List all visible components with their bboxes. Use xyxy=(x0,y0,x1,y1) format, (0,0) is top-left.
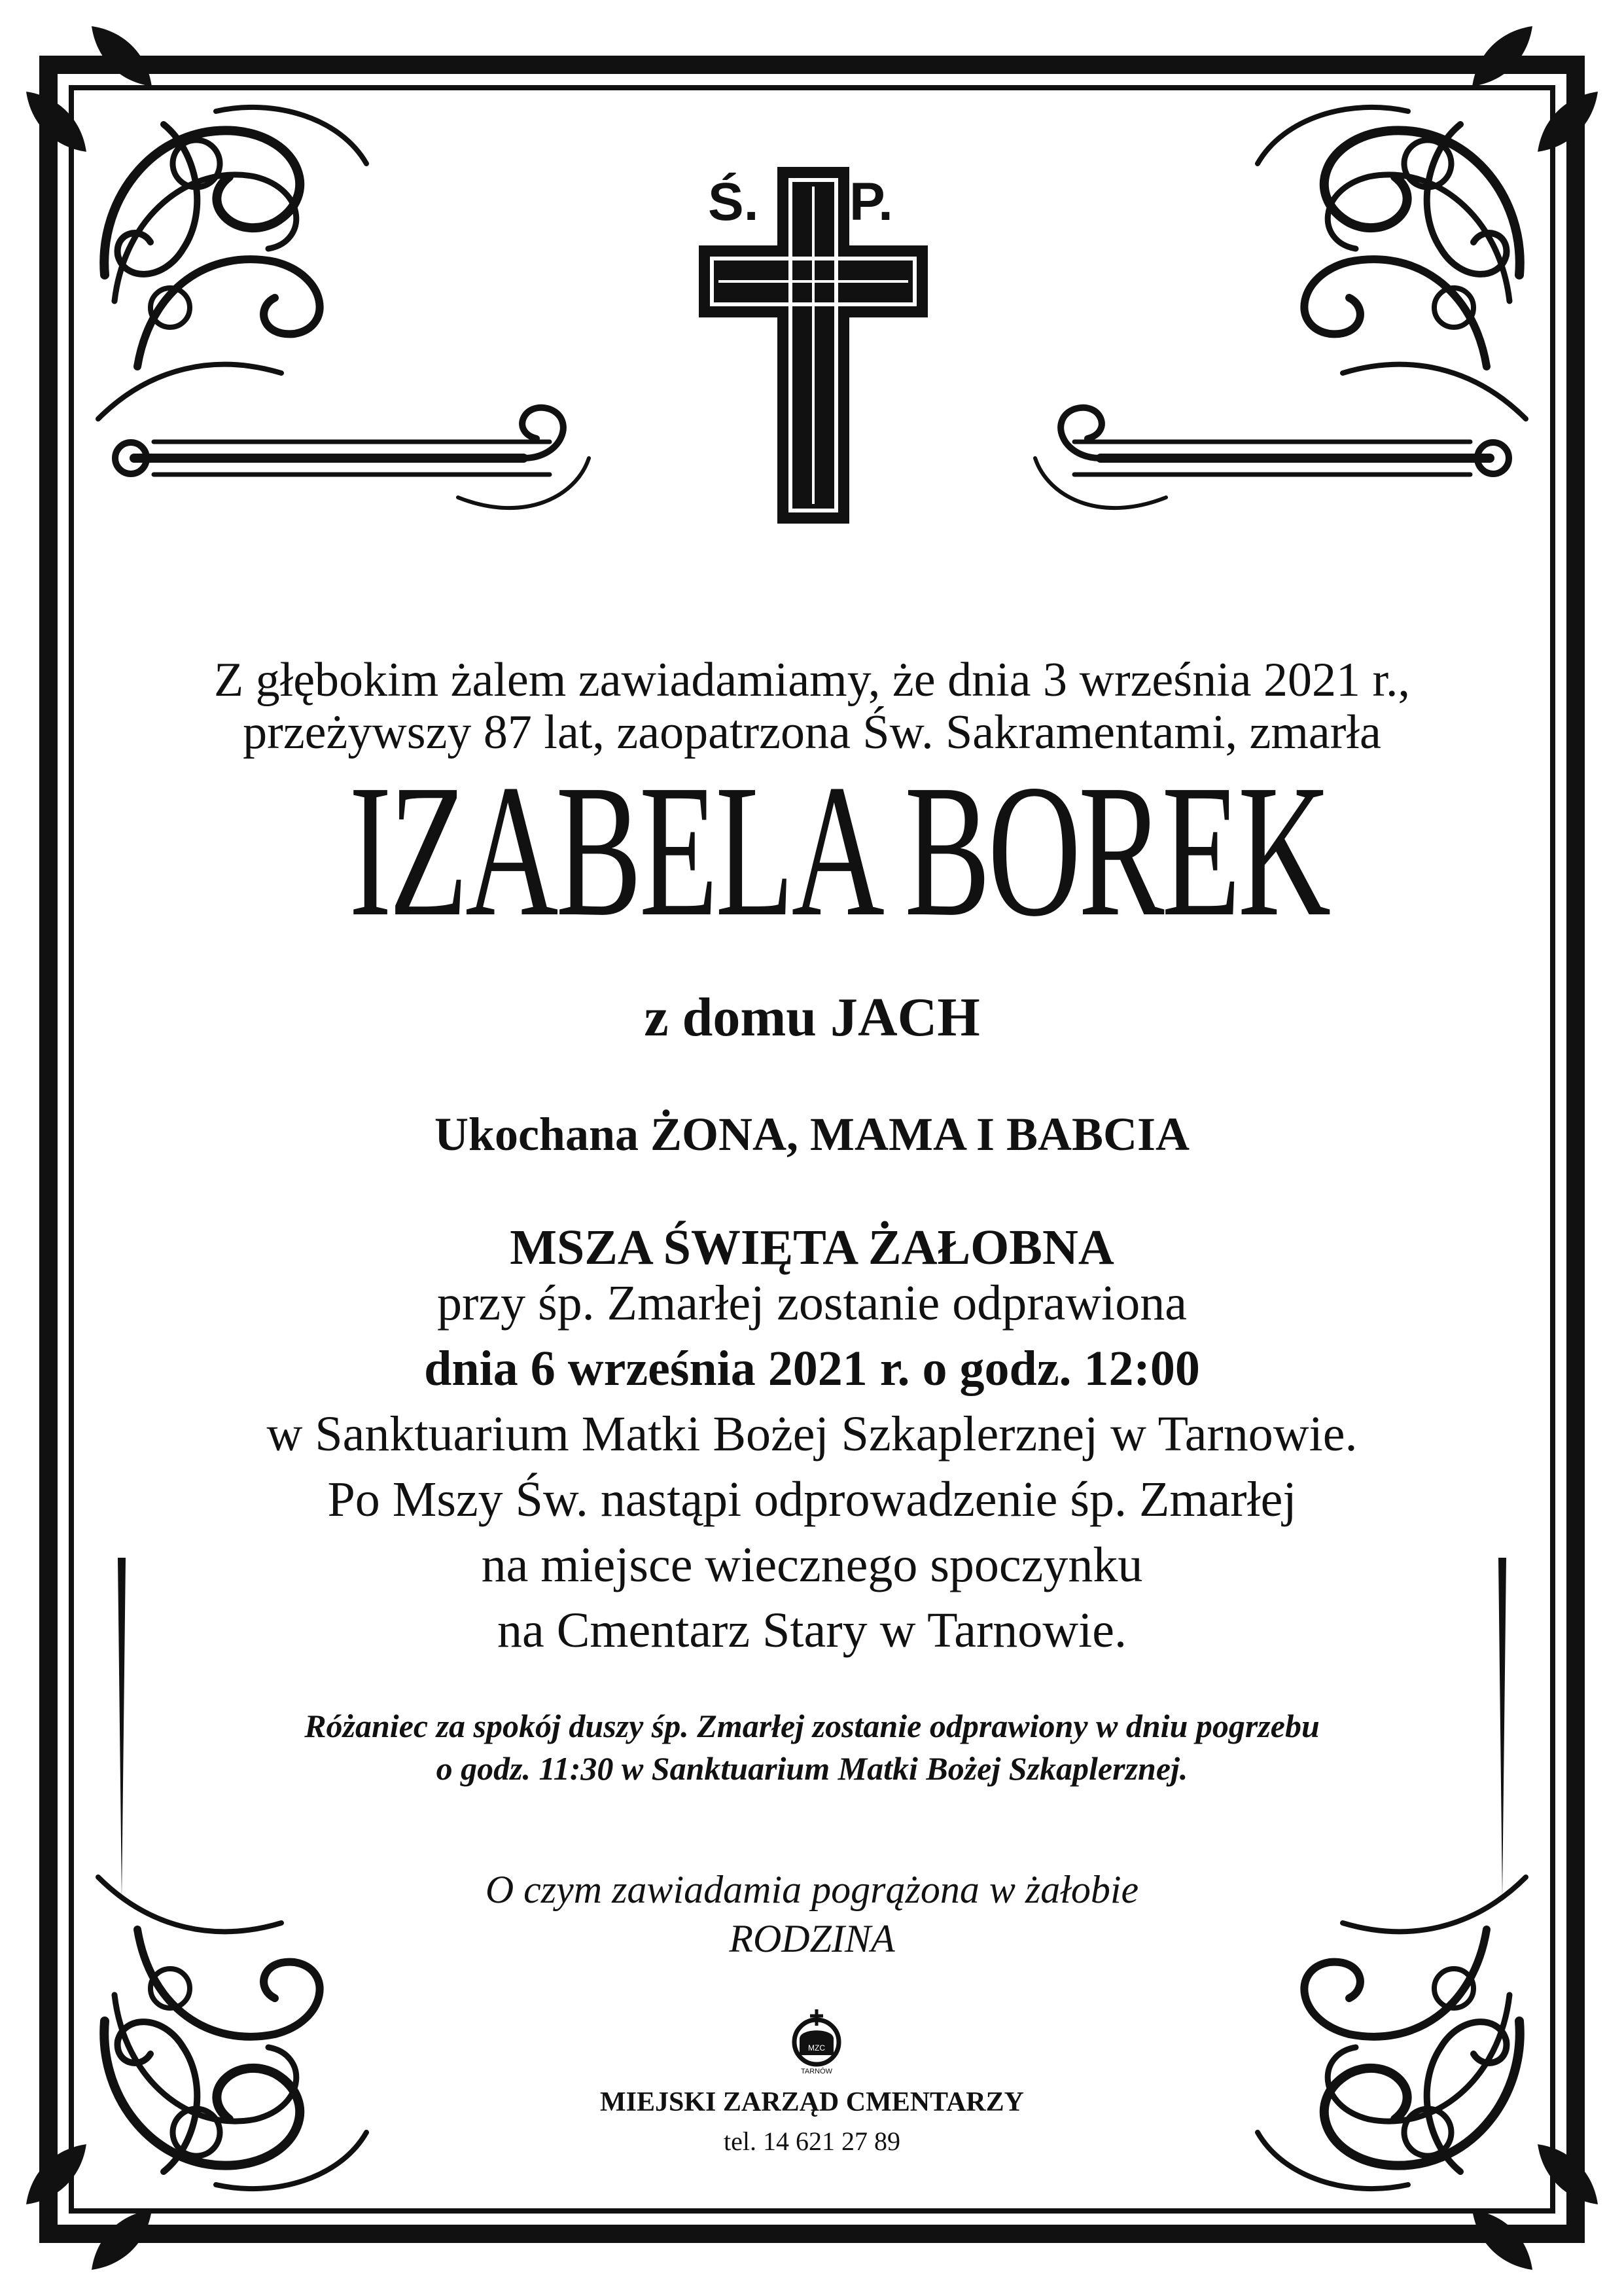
organization-phone: tel. 14 621 27 89 xyxy=(724,2126,900,2156)
beloved-line: Ukochana ŻONA, MAMA I BABCIA xyxy=(434,1108,1190,1160)
intro-text xyxy=(131,655,1493,759)
rosary-line-1: Różaniec za spokój duszy śp. Zmarłej zostanie odprawiony w dniu pogrzebu xyxy=(304,1708,1320,1744)
flourish-ornament-icon xyxy=(1258,107,1526,419)
flourish-ornament-icon xyxy=(98,107,366,419)
corner-leaf-icon xyxy=(1462,16,1608,162)
corner-leaf-icon xyxy=(16,16,162,162)
spike-ornament-icon xyxy=(118,1558,126,1898)
corner-leaf-icon xyxy=(16,2134,162,2280)
scroll-ornament-icon xyxy=(115,408,589,508)
deceased-name: IZABELA BOREK xyxy=(349,745,1329,956)
closing-line-1: O czym zawiadamia pogrążona w żałobie xyxy=(485,1868,1139,1911)
organization-name: MIEJSKI ZARZĄD CMENTARZY xyxy=(600,2087,1024,2117)
logo-subtext: TARNÓW xyxy=(800,2068,833,2075)
abbr-left: Ś. xyxy=(708,172,759,232)
mass-line-1: przy śp. Zmarłej zostanie odprawiona xyxy=(437,1276,1187,1331)
corner-leaf-icon xyxy=(1462,2134,1608,2280)
scroll-ornament-icon xyxy=(1035,408,1509,508)
closing-line-2: RODZINA xyxy=(729,1917,895,1960)
spike-ornament-icon xyxy=(1498,1558,1506,1898)
mass-date-line: dnia 6 września 2021 r. o godz. 12:00 xyxy=(424,1341,1200,1396)
abbr-right: P. xyxy=(849,172,893,232)
mass-line-5: na miejsce wiecznego spoczynku xyxy=(481,1537,1143,1592)
rosary-line-2: o godz. 11:30 w Sanktuarium Matki Bożej Szkaplerznej. xyxy=(436,1750,1188,1787)
mass-place-line: w Sanktuarium Matki Bożej Szkaplerznej w Tarnowie. xyxy=(266,1407,1358,1462)
mass-line-4: Po Mszy Św. nastąpi odprowadzenie śp. Zmarłej xyxy=(327,1472,1297,1527)
mass-line-6: na Cmentarz Stary w Tarnowie. xyxy=(497,1603,1127,1658)
maiden-name: z domu JACH xyxy=(644,987,980,1048)
cemetery-chapel-logo-icon xyxy=(794,2009,839,2075)
logo-text: MZC xyxy=(808,2043,825,2053)
mass-title: MSZA ŚWIĘTA ŻAŁOBNA xyxy=(510,1220,1114,1275)
intro-line-1: Z głębokim żalem zawiadamiamy, że dnia 3 września 2021 r., xyxy=(213,653,1411,707)
intro-line-2: przeżywszy 87 lat, zaopatrzona Św. Sakramentami, zmarła xyxy=(243,705,1381,759)
